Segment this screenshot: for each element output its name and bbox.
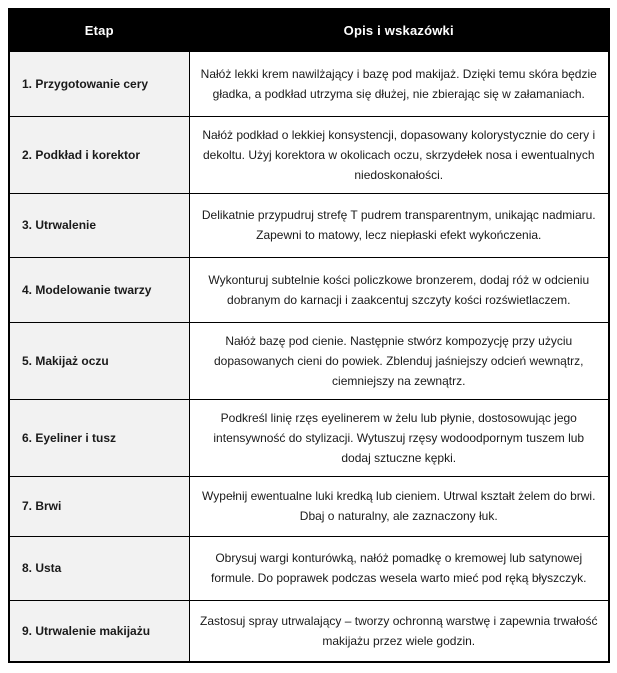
opis-cell: Nałóż lekki krem nawilżający i bazę pod makijaż. Dzięki temu skóra będzie gładka, a podkład utrzyma się dłużej, nie zbierając się w załamaniach. [189,51,609,116]
etap-cell: 1. Przygotowanie cery [9,51,189,116]
table-row [9,399,609,476]
opis-cell: Obrysuj wargi konturówką, nałóż pomadkę o kremowej lub satynowej formule. Do poprawek podczas wesela warto mieć pod ręką błyszczyk. [189,536,609,600]
table-row [9,51,609,116]
opis-cell: Delikatnie przypudruj strefę T pudrem transparentnym, unikając nadmiaru. Zapewni to matowy, lecz niepłaski efekt wykończenia. [189,193,609,257]
etap-cell: 5. Makijaż oczu [9,322,189,399]
opis-cell: Nałóż podkład o lekkiej konsystencji, dopasowany kolorystycznie do cery i dekoltu. Użyj korektora w okolicach oczu, skrzydełek nosa i ewentualnych niedoskonałości. [189,116,609,193]
etap-cell: 3. Utrwalenie [9,193,189,257]
table-row [9,322,609,399]
opis-cell: Podkreśl linię rzęs eyelinerem w żelu lub płynie, dostosowując jego intensywność do stylizacji. Wytuszuj rzęsy wodoodpornym tuszem lub dodaj sztuczne kępki. [189,399,609,476]
opis-cell: Wykonturuj subtelnie kości policzkowe bronzerem, dodaj róż w odcieniu dobranym do karnacji i zaakcentuj szczyty kości rozświetlaczem. [189,257,609,322]
table-row [9,193,609,257]
column-header-etap: Etap [9,9,189,51]
table-row [9,600,609,662]
makeup-steps-table [8,8,610,663]
table-row [9,476,609,536]
table-row [9,116,609,193]
opis-cell: Zastosuj spray utrwalający – tworzy ochronną warstwę i zapewnia trwałość makijażu przez wiele godzin. [189,600,609,662]
etap-cell: 4. Modelowanie twarzy [9,257,189,322]
opis-cell: Nałóż bazę pod cienie. Następnie stwórz kompozycję przy użyciu dopasowanych cieni do powiek. Zblenduj jaśniejszy odcień wewnątrz, ciemniejszy na zewnątrz. [189,322,609,399]
opis-cell: Wypełnij ewentualne luki kredką lub cieniem. Utrwal kształt żelem do brwi. Dbaj o naturalny, ale zaznaczony łuk. [189,476,609,536]
etap-cell: 8. Usta [9,536,189,600]
etap-cell: 9. Utrwalenie makijażu [9,600,189,662]
table-row [9,257,609,322]
etap-cell: 2. Podkład i korektor [9,116,189,193]
table-row [9,536,609,600]
etap-cell: 6. Eyeliner i tusz [9,399,189,476]
header-row [9,9,609,51]
etap-cell: 7. Brwi [9,476,189,536]
column-header-opis: Opis i wskazówki [189,9,609,51]
